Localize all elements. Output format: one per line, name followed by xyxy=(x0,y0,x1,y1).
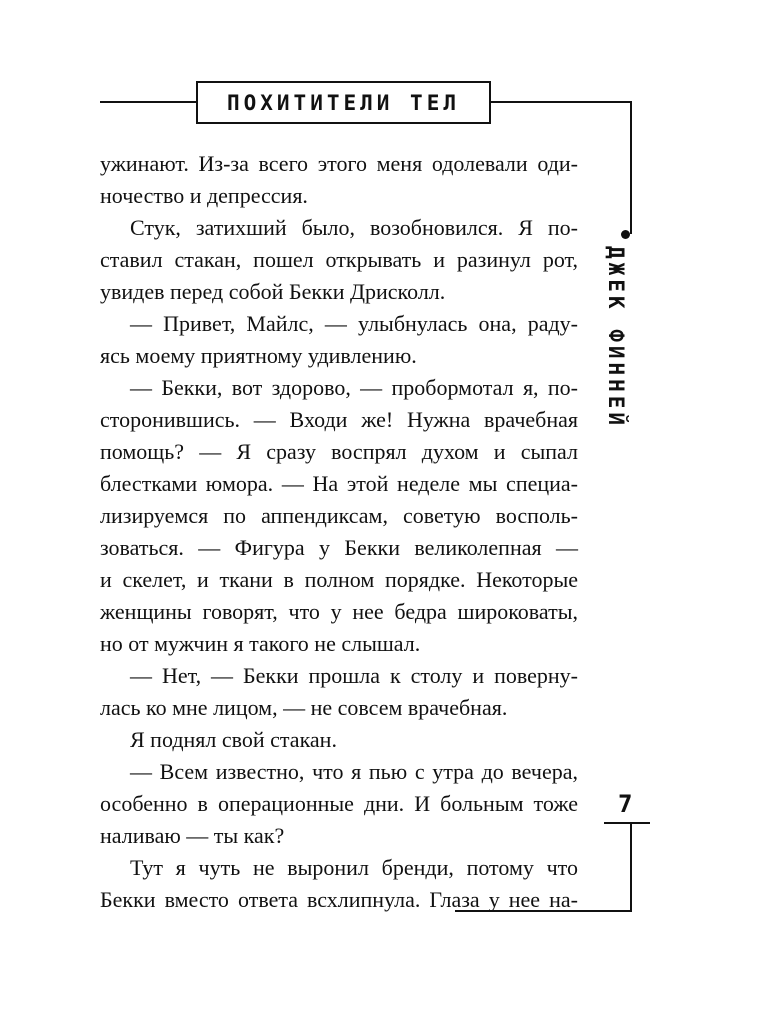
book-title: ПОХИТИТЕЛИ ТЕЛ xyxy=(196,81,491,124)
page-number-rule xyxy=(604,822,650,824)
text-line: сторонившись. — Входи же! Нужна врачебная xyxy=(100,407,578,432)
author-name: ДЖЕК ФИННЕЙ xyxy=(604,246,628,430)
side-rule-top xyxy=(630,101,632,234)
text-line: Стук, затихший было, возобновился. Я по- xyxy=(130,215,578,240)
text-line: лизируемся по аппендиксам, советую восполь- xyxy=(100,503,578,528)
text-line: — Всем известно, что я пью с утра до вечера, xyxy=(130,759,578,784)
text-line: особенно в операционные дни. И больным тоже xyxy=(100,791,578,816)
text-line: ставил стакан, пошел открывать и разинул рот, xyxy=(100,247,578,272)
page-number: 7 xyxy=(618,790,633,818)
text-line: ясь моему приятному удивлению. xyxy=(100,343,417,368)
text-line: ночество и депрессия. xyxy=(100,183,308,208)
text-line: Тут я чуть не выронил бренди, потому что xyxy=(130,855,578,880)
text-line: — Привет, Майлс, — улыбнулась она, раду- xyxy=(130,311,578,336)
side-rule-dot xyxy=(621,230,630,239)
text-line: лась ко мне лицом, — не совсем врачебная. xyxy=(100,695,508,720)
text-line: помощь? — Я сразу воспрял духом и сыпал xyxy=(100,439,578,464)
text-line: увидев перед собой Бекки Дрисколл. xyxy=(100,279,446,304)
text-line: зоваться. — Фигура у Бекки великолепная — xyxy=(100,535,578,560)
text-line: ужинают. Из-за всего этого меня одолевали оди- xyxy=(100,151,578,176)
side-rule-bottom xyxy=(630,822,632,912)
text-line: женщины говорят, что у нее бедра широковаты, xyxy=(100,599,578,624)
text-line: блестками юмора. — На этой неделе мы специа- xyxy=(100,471,578,496)
header-rule-left xyxy=(100,101,196,103)
text-line: но от мужчин я такого не слышал. xyxy=(100,631,421,656)
body-text xyxy=(100,148,578,916)
text-line: наливаю — ты как? xyxy=(100,823,285,848)
text-line: — Нет, — Бекки прошла к столу и поверну- xyxy=(130,663,578,688)
text-line: Бекки вместо ответа всхлипнула. Глаза у нее на- xyxy=(100,887,578,912)
text-line: Я поднял свой стакан. xyxy=(130,727,337,752)
text-line: — Бекки, вот здорово, — пробормотал я, по- xyxy=(130,375,578,400)
header-rule-right xyxy=(491,101,632,103)
text-line: и скелет, и ткани в полном порядке. Некоторые xyxy=(100,567,578,592)
